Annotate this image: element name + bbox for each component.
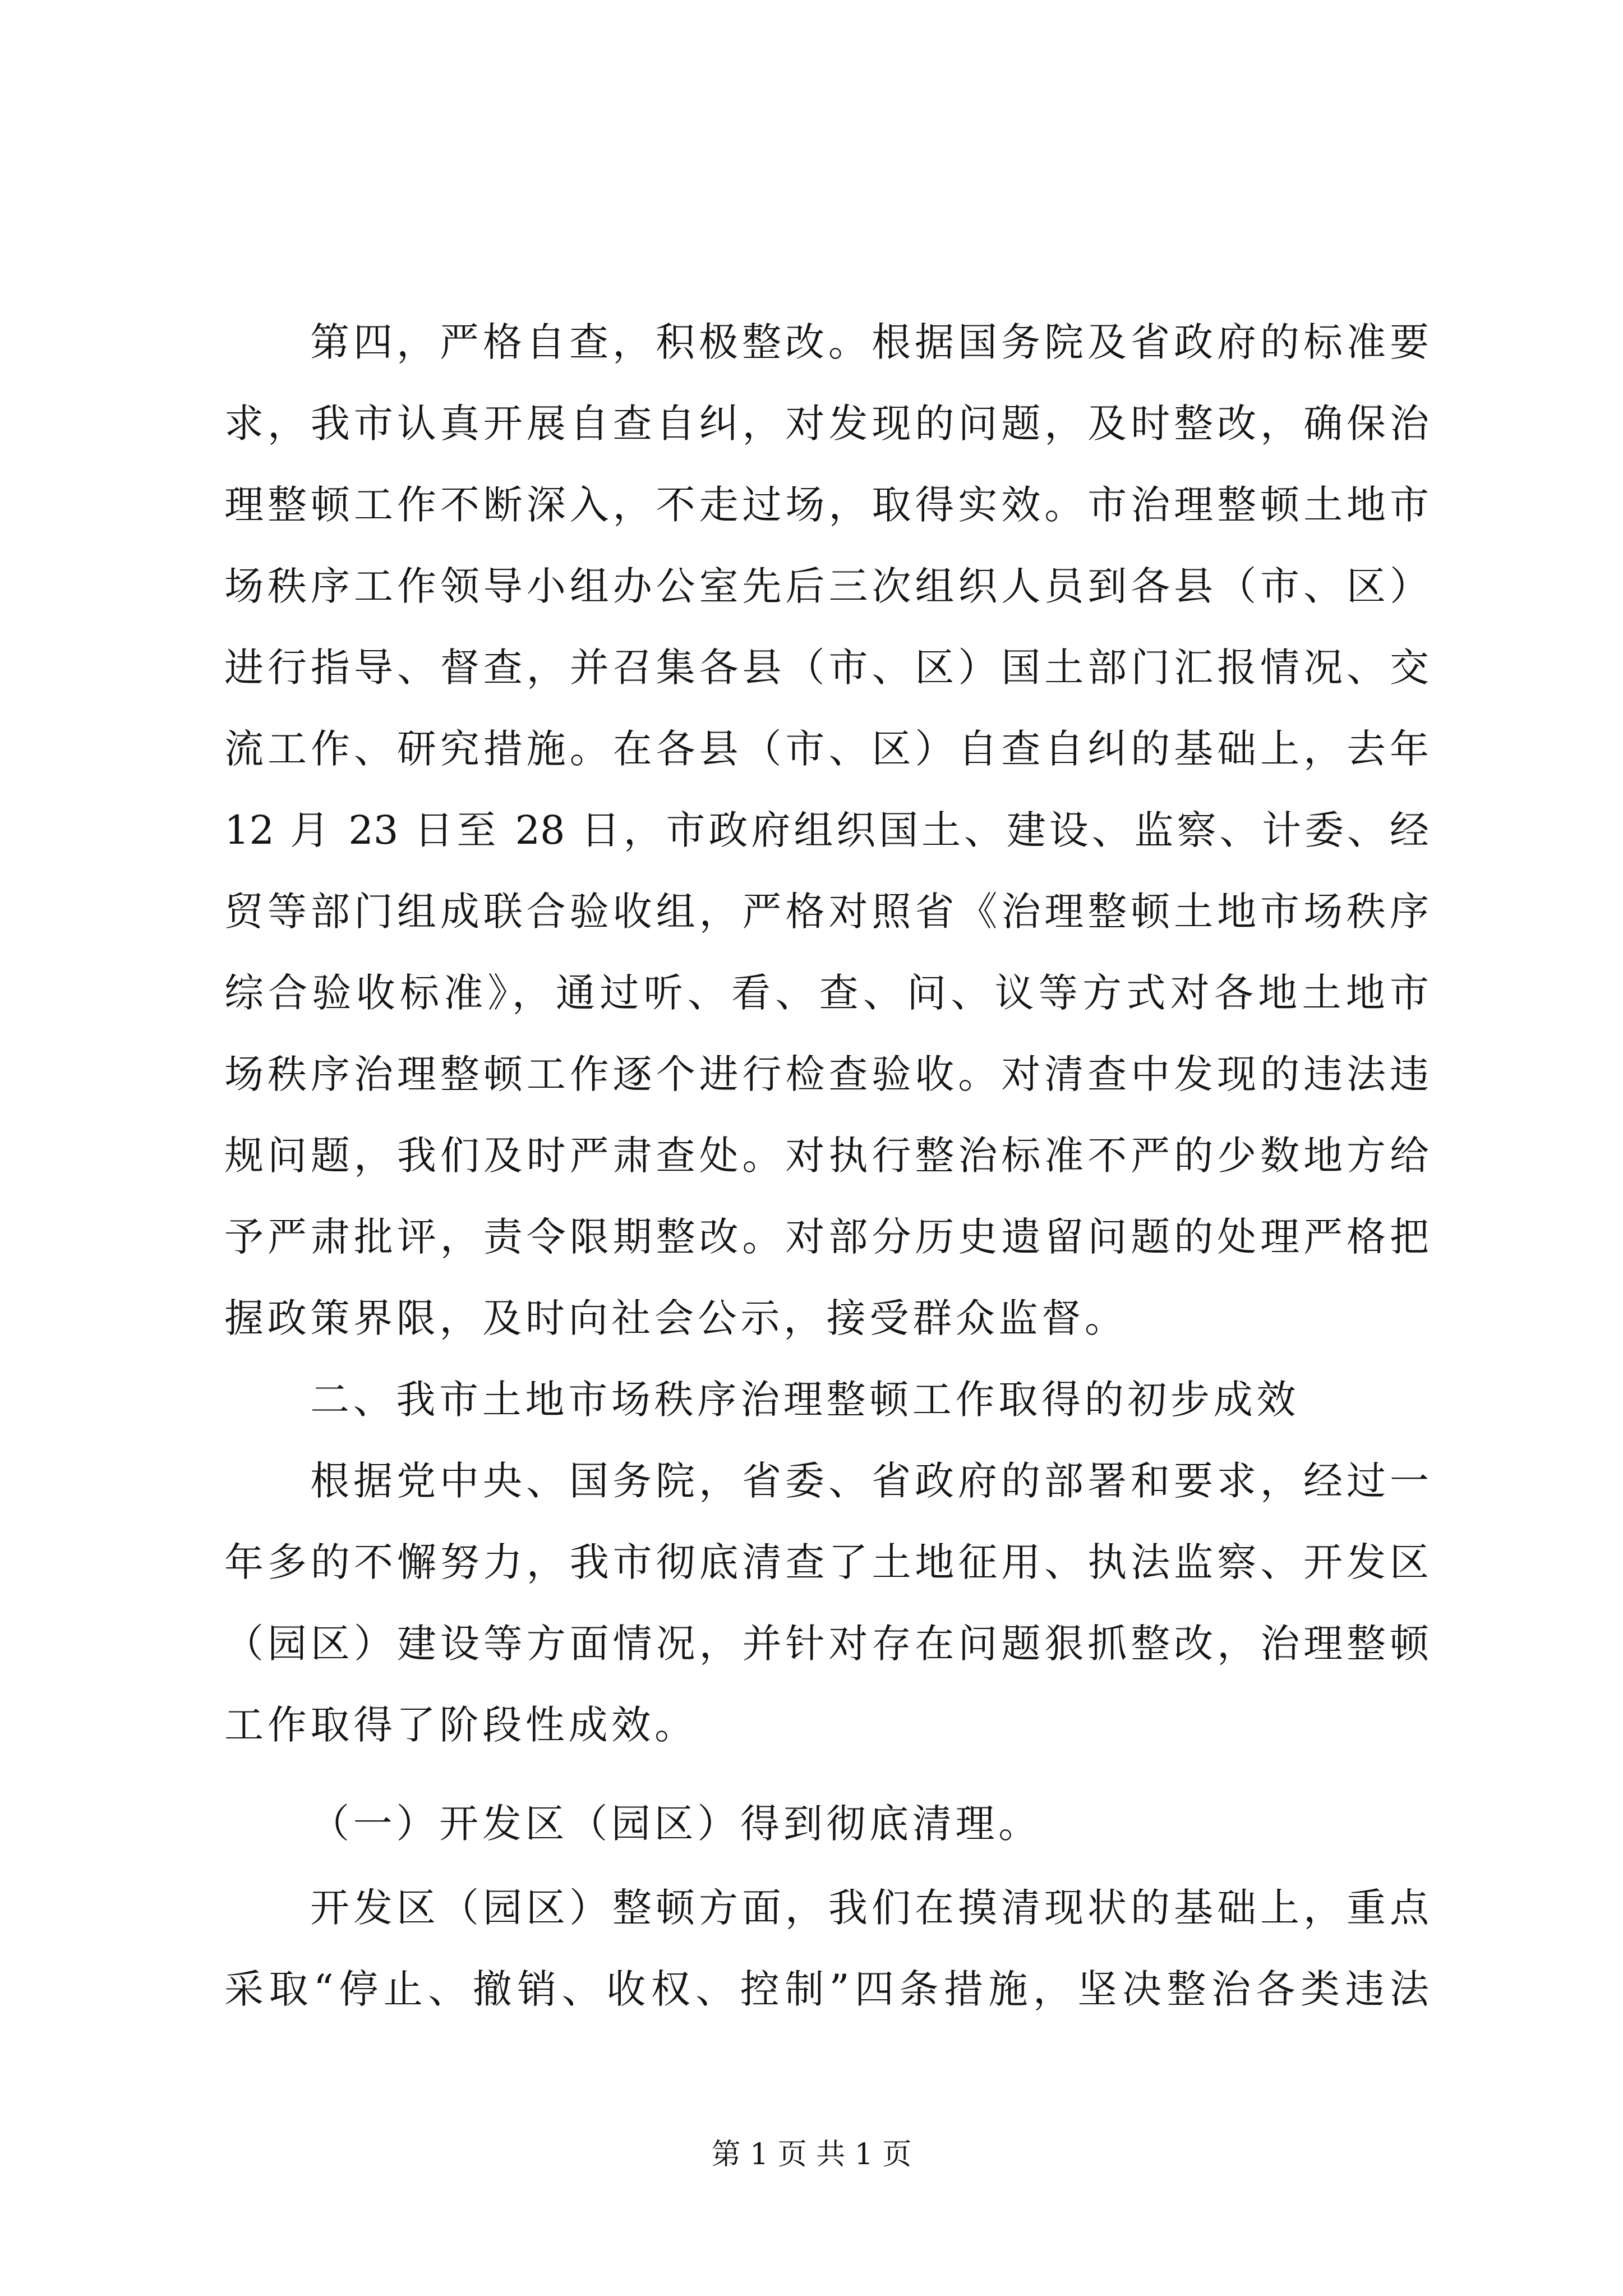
text-line: 贸等部门组成联合验收组，严格对照省《治理整顿土地市场秩序 <box>224 889 1429 935</box>
text-line: 求，我市认真开展自查自纠，对发现的问题，及时整改，确保治 <box>224 401 1429 447</box>
section-heading <box>224 1359 1429 1441</box>
text-line: 场秩序治理整顿工作逐个进行检查验收。对清查中发现的违法违 <box>224 1051 1429 1097</box>
paragraph <box>224 1441 1429 1766</box>
text-line: 规问题，我们及时严肃查处。对执行整治标准不严的少数地方给 <box>224 1133 1429 1179</box>
text-line: 采取“停止、撤销、收权、控制”四条措施，坚决整治各类违法 <box>224 1966 1429 2012</box>
text-line: 进行指导、督查，并召集各县（市、区）国土部门汇报情况、交 <box>224 645 1429 691</box>
paragraph <box>224 1867 1429 2030</box>
text-line: （园区）建设等方面情况，并针对存在问题狠抓整改，治理整顿 <box>224 1621 1429 1667</box>
text-line: 年多的不懈努力，我市彻底清查了土地征用、执法监察、开发区 <box>224 1539 1429 1585</box>
text-line: 流工作、研究措施。在各县（市、区）自查自纠的基础上，去年 <box>224 726 1429 772</box>
text-line: 12 月 23 日至 28 日，市政府组织国土、建设、监察、计委、经 <box>224 807 1429 853</box>
page-footer: 第 1 页 共 1 页 <box>711 2138 912 2171</box>
document-body <box>224 302 1429 2030</box>
text-line: 第四，严格自查，积极整改。根据国务院及省政府的标准要 <box>310 319 1429 365</box>
text-line: 工作取得了阶段性成效。 <box>224 1702 698 1748</box>
text-line: 场秩序工作领导小组办公室先后三次组织人员到各县（市、区） <box>224 563 1429 609</box>
subsection-heading <box>224 1783 1429 1865</box>
text-line: 综合验收标准》，通过听、看、查、问、议等方式对各地土地市 <box>224 970 1429 1016</box>
text-line: 理整顿工作不断深入，不走过场，取得实效。市治理整顿土地市 <box>224 482 1429 528</box>
paragraph <box>224 302 1429 1359</box>
text-line: 根据党中央、国务院，省委、省政府的部署和要求，经过一 <box>310 1458 1429 1504</box>
text-line: 开发区（园区）整顿方面，我们在摸清现状的基础上，重点 <box>310 1885 1429 1931</box>
text-line: 予严肃批评，责令限期整改。对部分历史遗留问题的处理严格把 <box>224 1214 1429 1260</box>
text-line: 握政策界限，及时向社会公示，接受群众监督。 <box>224 1295 1128 1341</box>
section-heading-text: 二、我市土地市场秩序治理整顿工作取得的初步成效 <box>310 1377 1300 1423</box>
subsection-heading-text: （一）开发区（园区）得到彻底清理。 <box>310 1801 1041 1847</box>
